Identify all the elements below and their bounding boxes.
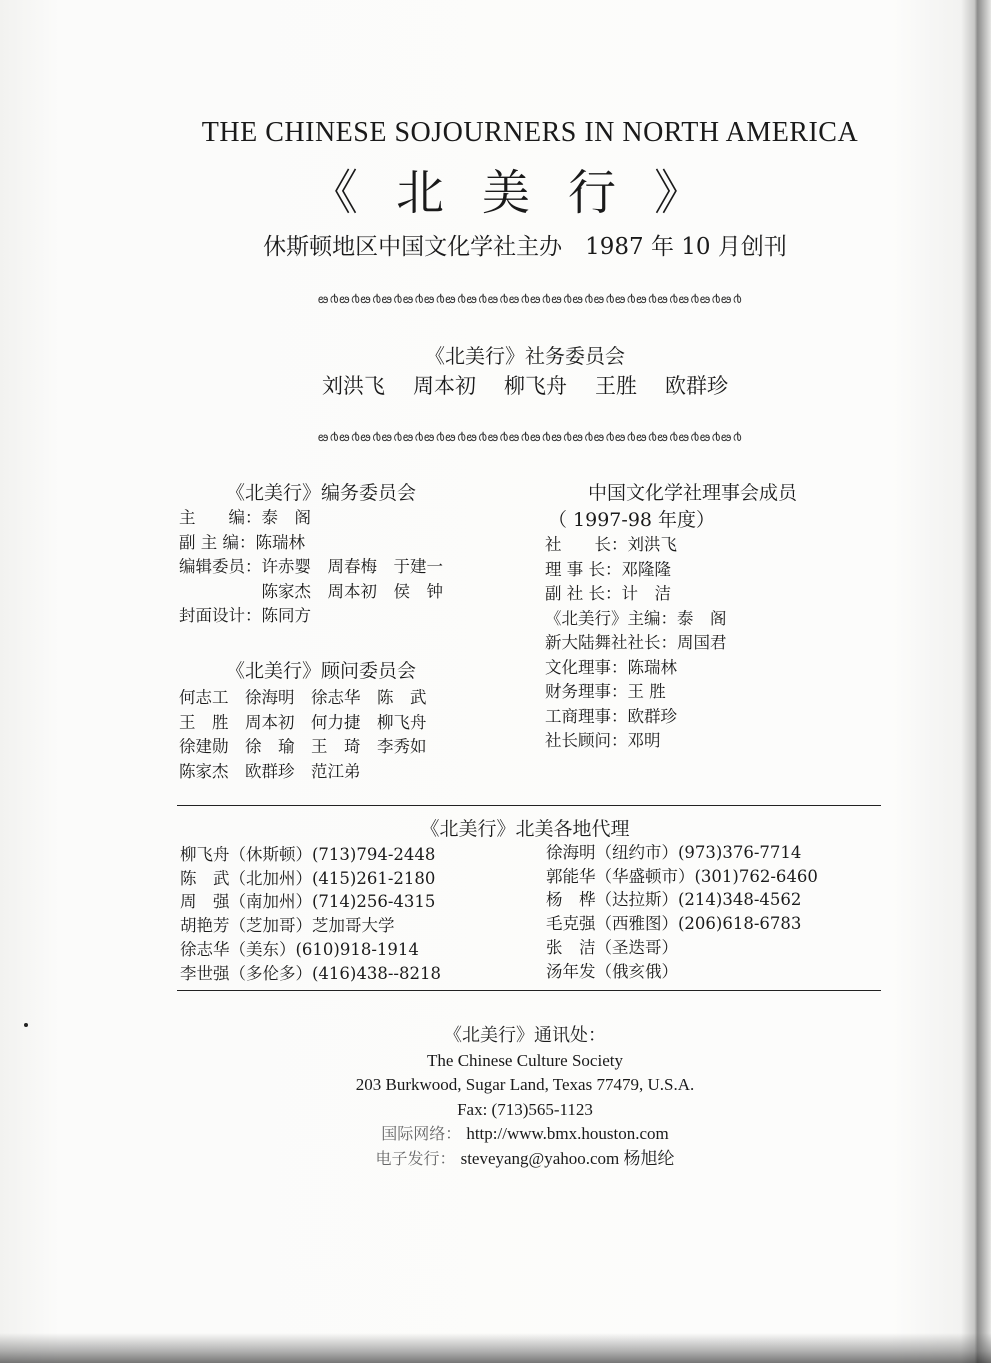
contact-address: 203 Burkwood, Sugar Land, Texas 77479, U.S.A. (355, 1075, 695, 1094)
member-name: 柳飞舟 (504, 374, 567, 398)
contact-heading: 《北美行》通讯处： (444, 1025, 606, 1046)
advisory-committee-heading: 《北美行》顾问委员会 (226, 660, 417, 682)
contact-fax: Fax: (713)565-1123 (457, 1099, 593, 1119)
agent-entry: 郭能华（华盛顿市）(301)762-6460 (546, 866, 818, 886)
list-item: 副 社 长：计 洁 (545, 584, 671, 603)
list-item: 封面设计：陈同方 (179, 606, 311, 625)
contact-block (0, 1024, 991, 1171)
list-item: 理 事 长：邓隆隆 (545, 559, 671, 579)
scan-speck (24, 1023, 28, 1027)
advisory-committee-list (179, 686, 427, 784)
contact-web-line (0, 1122, 991, 1147)
agent-entry: 徐志华（美东）(610)918-1914 (180, 939, 419, 959)
member-name: 周本初 (413, 374, 476, 398)
chinese-title: 《北美行》 (309, 165, 740, 221)
board-year: （ 1997-98 年度） (548, 509, 716, 531)
ornament-divider-top: ఴ൪ఴ൪ఴ൪ఴ൪ఴ൪ఴ൪ఴ൪ఴ൪ఴ൪ఴ൪ఴ൪ఴ൪ఴ൪ఴ൪ఴ൪ఴ൪ఴ൪ఴ൪ఴ൪ఴ൪ (317, 292, 743, 307)
board-members-list (545, 533, 727, 754)
agent-entry: 胡艳芳（芝加哥）芝加哥大学 (180, 916, 395, 936)
agent-entry: 汤年发（俄亥俄） (546, 961, 678, 981)
affairs-committee-heading: 《北美行》社务委员会 (425, 344, 625, 368)
agents-rule-top (177, 805, 881, 806)
list-item: 徐建勋 徐 瑜 王 琦 李秀如 (179, 737, 427, 756)
contact-organization: The Chinese Culture Society (427, 1050, 623, 1070)
email-address: steveyang@yahoo.com 杨旭纶 (460, 1148, 675, 1168)
agents-rule-bottom (177, 990, 881, 991)
agent-entry: 柳飞舟（休斯顿）(713)794-2448 (180, 845, 436, 864)
list-item: 社 长：刘洪飞 (545, 535, 677, 554)
agent-entry: 陈 武（北加州）(415)261-2180 (180, 868, 436, 888)
affairs-committee-members (0, 370, 991, 400)
ornament-divider-bottom: ఴ൪ఴ൪ఴ൪ఴ൪ఴ൪ఴ൪ఴ൪ఴ൪ఴ൪ఴ൪ఴ൪ఴ൪ఴ൪ఴ൪ఴ൪ఴ൪ఴ൪ఴ൪ఴ൪ఴ൪ (317, 430, 743, 445)
list-item: 社长顾问：邓明 (545, 731, 661, 750)
agents-heading: 《北美行》北美各地代理 (420, 818, 630, 840)
board-heading: 中国文化学社理事会成员 (588, 482, 798, 504)
list-item: 文化理事：陈瑞林 (545, 657, 677, 677)
list-item: 编辑委员：许赤婴 周春梅 于建一 (179, 557, 443, 576)
editorial-committee-heading: 《北美行》编务委员会 (226, 482, 417, 504)
agent-entry: 张 洁（圣迭哥） (546, 937, 678, 957)
english-title: THE CHINESE SOJOURNERS IN NORTH AMERICA (201, 117, 859, 148)
list-item: 副 主 编：陈瑞林 (179, 532, 305, 552)
list-item: 财务理事：王 胜 (545, 682, 666, 701)
list-item: 新大陆舞社社长：周国君 (545, 633, 727, 652)
member-name: 王胜 (595, 374, 637, 398)
agents-list-left (180, 843, 441, 985)
editorial-committee-list (179, 506, 443, 629)
web-url: http://www.bmx.houston.com (466, 1124, 669, 1143)
member-name: 欧群珍 (665, 374, 728, 398)
agent-entry: 杨 桦（达拉斯）(214)348-4562 (546, 890, 802, 910)
page-edge-shadow-bottom (0, 1333, 991, 1363)
list-item: 陈家杰 欧群珍 范江弟 (179, 761, 361, 781)
email-label: 电子发行： (375, 1148, 456, 1168)
agent-entry: 李世强（多伦多）(416)438--8218 (180, 963, 442, 983)
agent-entry: 徐海明（纽约市）(973)376-7714 (546, 843, 802, 862)
agents-list-right (546, 841, 818, 983)
list-item: 何志工 徐海明 徐志华 陈 武 (179, 688, 427, 707)
list-item: 王 胜 周本初 何力捷 柳飞舟 (179, 712, 427, 732)
member-name: 刘洪飞 (322, 374, 385, 398)
list-item: 工商理事：欧群珍 (545, 706, 677, 726)
web-label: 国际网络： (381, 1124, 462, 1143)
contact-email-line (0, 1147, 991, 1172)
subtitle: 休斯顿地区中国文化学社主办 1987 年 10 月创刊 (263, 234, 787, 260)
list-item: 陈家杰 周本初 侯 钟 (179, 581, 443, 601)
list-item: 《北美行》主编：泰 阁 (545, 608, 727, 628)
list-item: 主 编：泰 阁 (179, 508, 311, 527)
agent-entry: 周 强（南加州）(714)256-4315 (180, 892, 436, 912)
agent-entry: 毛克强（西雅图）(206)618-6783 (546, 914, 802, 934)
